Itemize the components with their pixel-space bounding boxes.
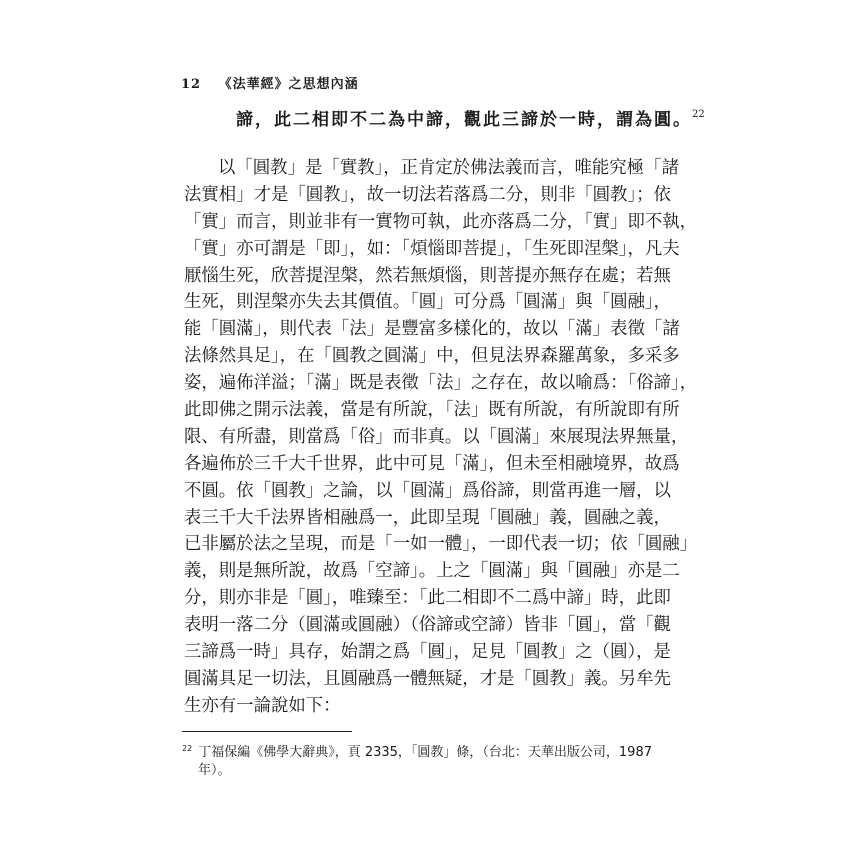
body-paragraph [184,155,698,720]
paragraph-line: 「實」亦可謂是「即」，如：「煩惱即菩提」，「生死即涅槃」，凡夫 [184,238,680,259]
footnote-reference: 22 [692,109,705,120]
paragraph-line: 姿，遍佈洋溢；「滿」既是表徵「法」之存在，故以喻爲：「俗諦」， [184,373,698,394]
paragraph-line: 能「圓滿」，則代表「法」是豐富多樣化的，故以「滿」表徵「諸 [184,319,680,340]
paragraph-line: 圓滿具足一切法，且圓融爲一體無疑，才是「圓教」義。另牟先 [184,668,671,689]
paragraph-line: 以「圓教」是「實教」，正肯定於佛法義而言，唯能究極「諸 [218,158,679,178]
block-quote [236,105,705,130]
footnote-text: 丁福保編《佛學大辭典》，頁 2335，「圓教」條，（台北：天華出版公司，1987 [198,745,652,760]
paragraph-line: 此即佛之開示法義，當是有所說，「法」既有所說，有所說即有所 [184,400,680,421]
footnote-text-continued: 年）。 [198,763,231,778]
footnote [182,740,662,780]
paragraph-line: 表三千大千法界皆相融爲一，此即呈現「圓融」義，圓融之義， [184,507,671,528]
paragraph-line: 限、有所盡，則當爲「俗」而非真。以「圓滿」來展現法界無量， [184,426,689,447]
book-title: 《法華經》之思想內涵 [218,77,359,92]
paragraph-line: 分，則亦非是「圓」，唯臻至：「此二相即不二爲中諦」時，此即 [184,588,671,609]
paragraph-line: 法實相」才是「圓教」，故一切法若落爲二分，則非「圓教」；依 [184,184,671,205]
footnote-divider [182,731,352,732]
page-number: 12 [181,77,202,92]
quote-text: 諦，此二相即不二為中諦，觀此三諦於一時，謂為圓。 [236,110,692,130]
paragraph-line: 表明一落二分（圓滿或圓融）（俗諦或空諦）皆非「圓」，當「觀 [184,615,671,636]
paragraph-line: 三諦爲一時」具存，始謂之爲「圓」，足見「圓教」之（圓），是 [184,642,671,663]
paragraph-line: 生死，則涅槃亦失去其價值。「圓」可分爲「圓滿」與「圓融」， [184,292,671,313]
paragraph-line: 不圓。依「圓教」之論，以「圓滿」爲俗諦，則當再進一層，以 [184,480,671,501]
paragraph-line: 厭惱生死，欣菩提涅槃，然若無煩惱，則菩提亦無存在處；若無 [184,265,671,286]
paragraph-line: 生亦有一論說如下： [184,695,341,716]
paragraph-line: 義，則是無所說，故爲「空諦」。上之「圓滿」與「圓融」亦是二 [184,561,680,582]
paragraph-line: 「實」而言，則並非有一實物可執，此亦落爲二分，「實」即不執， [184,211,698,232]
paragraph-line: 各遍佈於三千大千世界，此中可見「滿」，但未至相融境界，故爲 [184,453,680,474]
footnote-number: 22 [182,744,193,753]
paragraph-line: 法條然具足」，在「圓教之圓滿」中，但見法界森羅萬象，多采多 [184,346,680,367]
paragraph-line: 已非屬於法之呈現，而是「一如一體」，一即代表一切；依「圓融」 [184,534,698,555]
running-header [181,73,359,92]
